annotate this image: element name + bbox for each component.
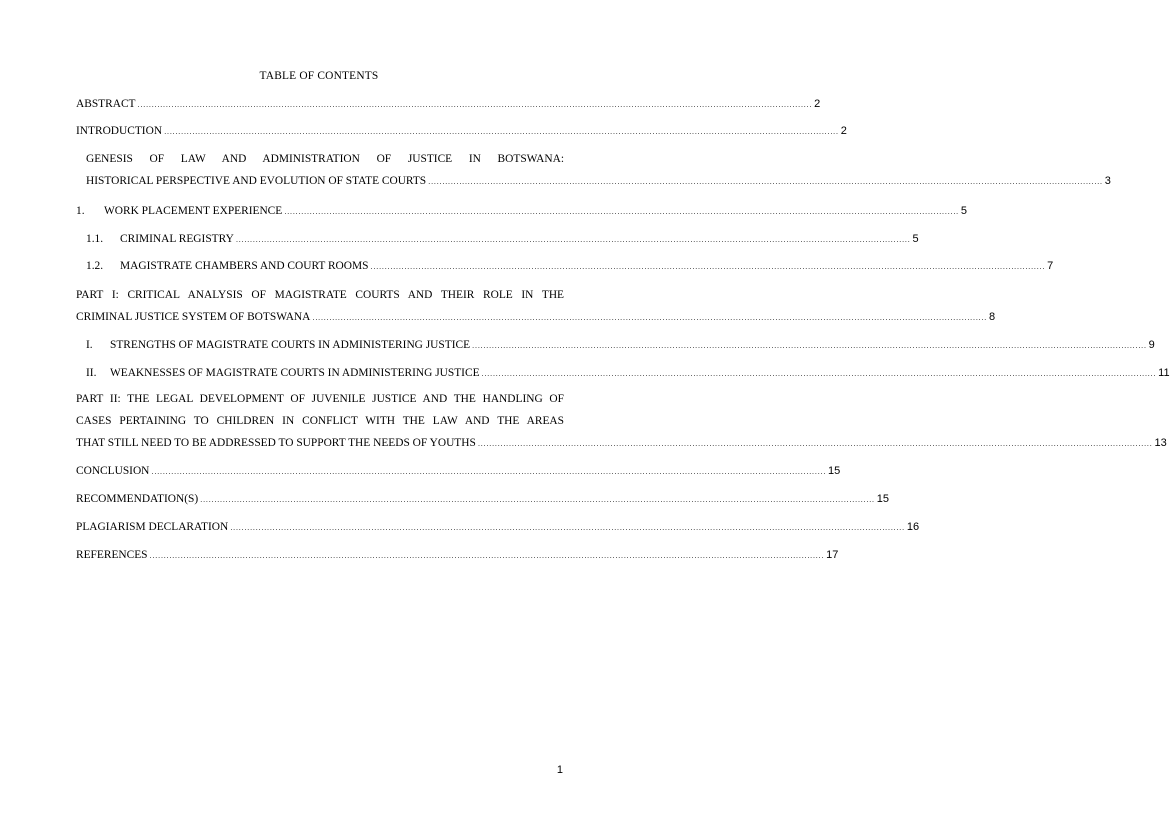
toc-entry-text: ABSTRACT [76,98,136,110]
toc-entry-conclusion[interactable] [76,464,841,479]
toc-page-number: 16 [906,521,920,533]
dot-leader: ............................................................................................................................................................................................................................................... [472,341,1147,350]
toc-entry-text: MAGISTRATE CHAMBERS AND COURT ROOMS [120,260,369,272]
toc-entry-work-placement[interactable] [76,204,967,219]
toc-entry-text: GENESIS OF LAW AND ADMINISTRATION OF JUSTICE IN BOTSWANA: [86,153,564,165]
dot-leader: ............................................................................................................................................................................................................................................... [200,495,875,504]
toc-page-number: 9 [1148,339,1155,351]
toc-page-number: 15 [876,493,890,505]
toc-entry-number: 1.1. [86,233,104,245]
toc-page-number: 2 [814,98,821,110]
dot-leader: ............................................................................................................................................................................................................................................... [230,523,905,532]
toc-entry-part-two[interactable] [76,392,1167,451]
toc-page-number: 2 [840,125,847,137]
toc-entry-text: WORK PLACEMENT EXPERIENCE [104,205,283,217]
toc-entry-plagiarism[interactable] [76,520,920,535]
toc-page-number: 3 [1104,175,1111,187]
toc-entry-text: THAT STILL NEED TO BE ADDRESSED TO SUPPORT THE NEEDS OF YOUTHS [76,437,476,449]
toc-entry-text: CASES PERTAINING TO CHILDREN IN CONFLICT WITH THE LAW AND THE AREAS [76,415,564,427]
toc-page-number: 13 [1154,437,1167,449]
toc-entry-text: CONCLUSION [76,465,150,477]
toc-page-number: 17 [826,549,839,561]
page-number: 1 [556,764,563,776]
toc-page-number: 11 [1158,367,1170,379]
toc-entry-criminal-registry[interactable] [86,232,919,247]
toc-entry-text: PART I: CRITICAL ANALYSIS OF MAGISTRATE COURTS AND THEIR ROLE IN THE [76,289,564,301]
toc-page-number: 5 [912,233,919,245]
toc-entry-text: STRENGTHS OF MAGISTRATE COURTS IN ADMINISTERING JUSTICE [110,339,471,351]
toc-entry-magistrate-chambers[interactable] [86,259,1054,274]
toc-page-number: 15 [828,465,841,477]
dot-leader: ............................................................................................................................................................................................................................................... [137,100,813,109]
dot-leader: ............................................................................................................................................................................................................................................... [312,313,987,322]
dot-leader: ............................................................................................................................................................................................................................................... [370,262,1046,271]
toc-entry-number: II. [86,367,97,379]
toc-entry-abstract[interactable] [76,97,821,112]
toc-entry-strengths[interactable] [86,338,1155,353]
toc-entry-text: INTRODUCTION [76,125,163,137]
toc-entry-text: HISTORICAL PERSPECTIVE AND EVOLUTION OF STATE COURTS [86,175,427,187]
toc-entry-part-one[interactable] [76,288,996,325]
dot-leader: ............................................................................................................................................................................................................................................... [477,439,1153,448]
toc-entry-number: 1. [76,205,85,217]
toc-entry-text: PART II: THE LEGAL DEVELOPMENT OF JUVENILE JUSTICE AND THE HANDLING OF [76,393,564,405]
toc-entry-text: CRIMINAL REGISTRY [120,233,234,245]
toc-entry-text: CRIMINAL JUSTICE SYSTEM OF BOTSWANA [76,311,311,323]
toc-entry-text: REFERENCES [76,549,148,561]
toc-entry-introduction[interactable] [76,124,847,139]
dot-leader: ............................................................................................................................................................................................................................................... [149,551,825,560]
dot-leader: ............................................................................................................................................................................................................................................... [428,177,1103,186]
toc-entry-number: 1.2. [86,260,104,272]
toc-entry-text: RECOMMENDATION(S) [76,493,199,505]
toc-entry-text: WEAKNESSES OF MAGISTRATE COURTS IN ADMINISTERING JUSTICE [110,367,480,379]
toc-title: TABLE OF CONTENTS [259,70,379,82]
dot-leader: ............................................................................................................................................................................................................................................... [481,369,1157,378]
toc-entry-number: I. [86,339,93,351]
dot-leader: ............................................................................................................................................................................................................................................... [151,467,827,476]
dot-leader: ............................................................................................................................................................................................................................................... [235,235,911,244]
toc-page-number: 8 [989,311,996,323]
dot-leader: ............................................................................................................................................................................................................................................... [164,127,839,136]
toc-entry-weaknesses[interactable] [86,366,1170,381]
toc-entry-references[interactable] [76,548,839,563]
toc-entry-text: PLAGIARISM DECLARATION [76,521,229,533]
toc-entry-recommendations[interactable] [76,492,890,507]
toc-entry-genesis[interactable] [86,152,1111,189]
dot-leader: ............................................................................................................................................................................................................................................... [284,207,959,216]
toc-page-number: 5 [960,205,967,217]
toc-page-number: 7 [1047,260,1054,272]
